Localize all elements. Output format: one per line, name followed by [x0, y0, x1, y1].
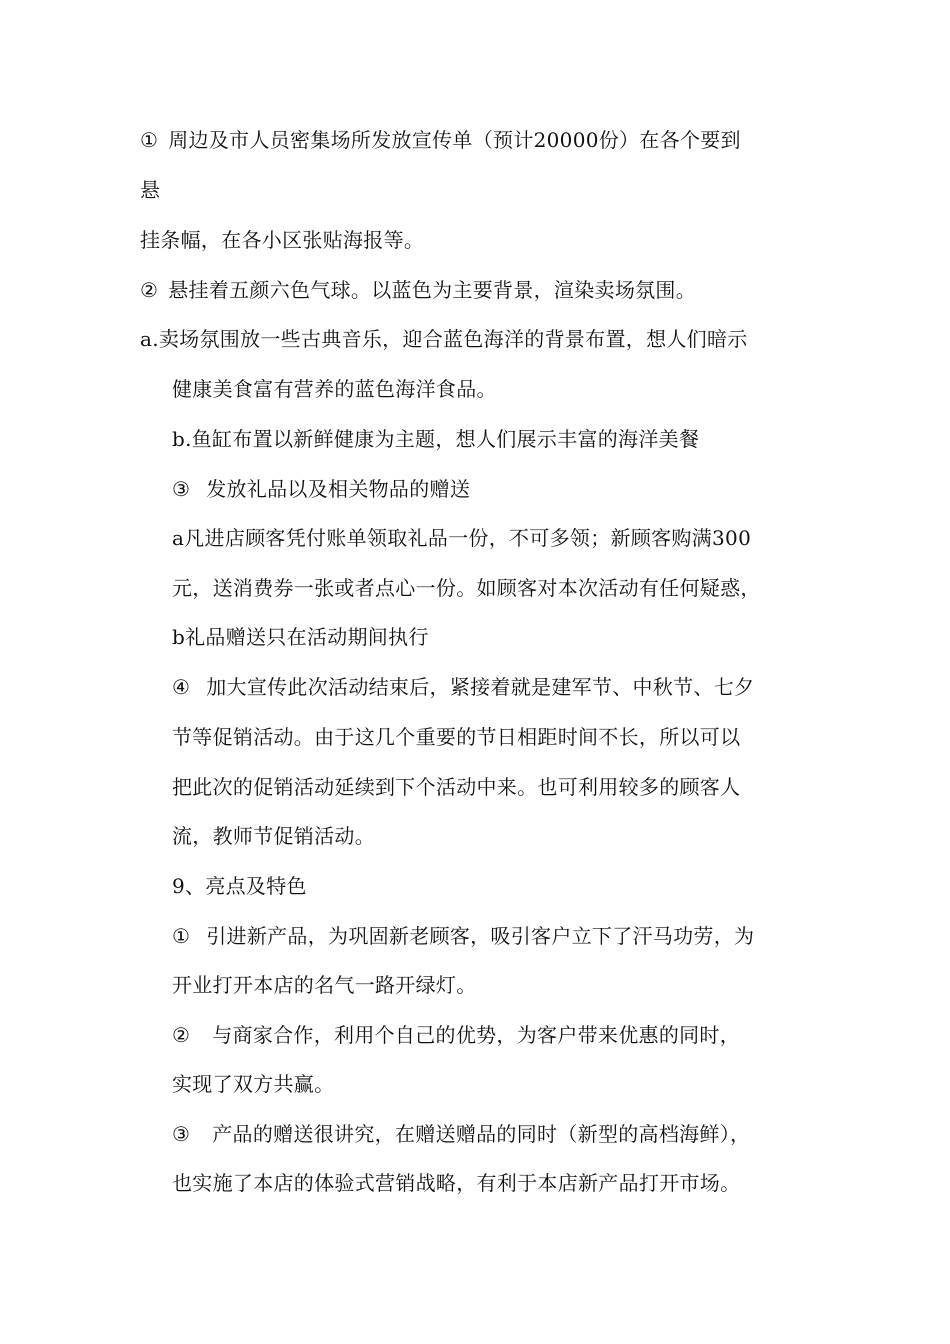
paragraph-line: [140, 127, 741, 153]
line-text: 悬: [140, 178, 161, 202]
line-text: 周边及市人员密集场所发放宣传单（预计20000份）在各个要到: [168, 128, 741, 152]
line-text: 实现了双方共赢。: [172, 1072, 335, 1096]
paragraph-line: [140, 326, 748, 352]
circled-number: ②: [140, 278, 159, 302]
paragraph-line: [172, 774, 740, 800]
circled-number: ③: [172, 1122, 191, 1146]
line-text: 开业打开本店的名气一路开绿灯。: [172, 973, 477, 997]
section-heading: [172, 873, 307, 899]
paragraph-line: [172, 972, 477, 998]
line-text: b礼品赠送只在活动期间执行: [172, 625, 429, 649]
paragraph-line: [172, 525, 751, 551]
line-text: 挂条幅，在各小区张贴海报等。: [140, 228, 425, 252]
circled-number: ②: [172, 1023, 191, 1047]
line-text: 健康美食富有营养的蓝色海洋食品。: [172, 377, 497, 401]
paragraph-line: [172, 575, 761, 601]
paragraph-line: [140, 227, 424, 253]
line-text: 加大宣传此次活动结束后，紧接着就是建军节、中秋节、七夕: [206, 675, 755, 699]
line-text: a.卖场氛围放一些古典音乐，迎合蓝色海洋的背景布置，想人们暗示: [140, 327, 748, 351]
paragraph-line: [140, 277, 696, 303]
paragraph-line: [172, 724, 740, 750]
paragraph-line: [140, 177, 160, 203]
line-text: a凡进店顾客凭付账单领取礼品一份，不可多领；新顾客购满300: [172, 526, 752, 550]
line-text: 节等促销活动。由于这几个重要的节日相距时间不长，所以可以: [172, 725, 741, 749]
paragraph-line: [172, 376, 497, 402]
line-text: b.鱼缸布置以新鲜健康为主题，想人们展示丰富的海洋美餐: [172, 427, 700, 451]
line-text: 9、亮点及特色: [172, 874, 307, 898]
line-text: 悬挂着五颜六色气球。以蓝色为主要背景，渲染卖场氛围。: [168, 278, 697, 302]
paragraph-line: [172, 823, 375, 849]
circled-number: ③: [172, 477, 191, 501]
line-text: 流，教师节促销活动。: [172, 824, 375, 848]
line-text: 也实施了本店的体验式营销战略，有利于本店新产品打开市场。: [172, 1171, 741, 1195]
paragraph-line: [172, 1170, 740, 1196]
paragraph-line: [172, 1071, 334, 1097]
line-text: 与商家合作，利用个自己的优势，为客户带来优惠的同时，: [212, 1023, 741, 1047]
paragraph-line: [172, 1121, 750, 1147]
paragraph-line: [172, 624, 429, 650]
line-text: 产品的赠送很讲究，在赠送赠品的同时（新型的高档海鲜），: [212, 1122, 751, 1146]
paragraph-line: [172, 1022, 740, 1048]
line-text: 元，送消费券一张或者点心一份。如顾客对本次活动有任何疑惑，: [172, 576, 761, 600]
line-text: 发放礼品以及相关物品的赠送: [206, 477, 471, 501]
paragraph-line: [172, 426, 699, 452]
circled-number: ①: [140, 128, 159, 152]
circled-number: ①: [172, 924, 191, 948]
paragraph-line: [172, 476, 470, 502]
paragraph-line: [172, 674, 754, 700]
line-text: 引进新产品，为巩固新老顾客，吸引客户立下了汗马功劳，为: [206, 924, 755, 948]
paragraph-line: [172, 923, 754, 949]
line-text: 把此次的促销活动延续到下个活动中来。也可利用较多的顾客人: [172, 775, 741, 799]
circled-number: ④: [172, 675, 191, 699]
